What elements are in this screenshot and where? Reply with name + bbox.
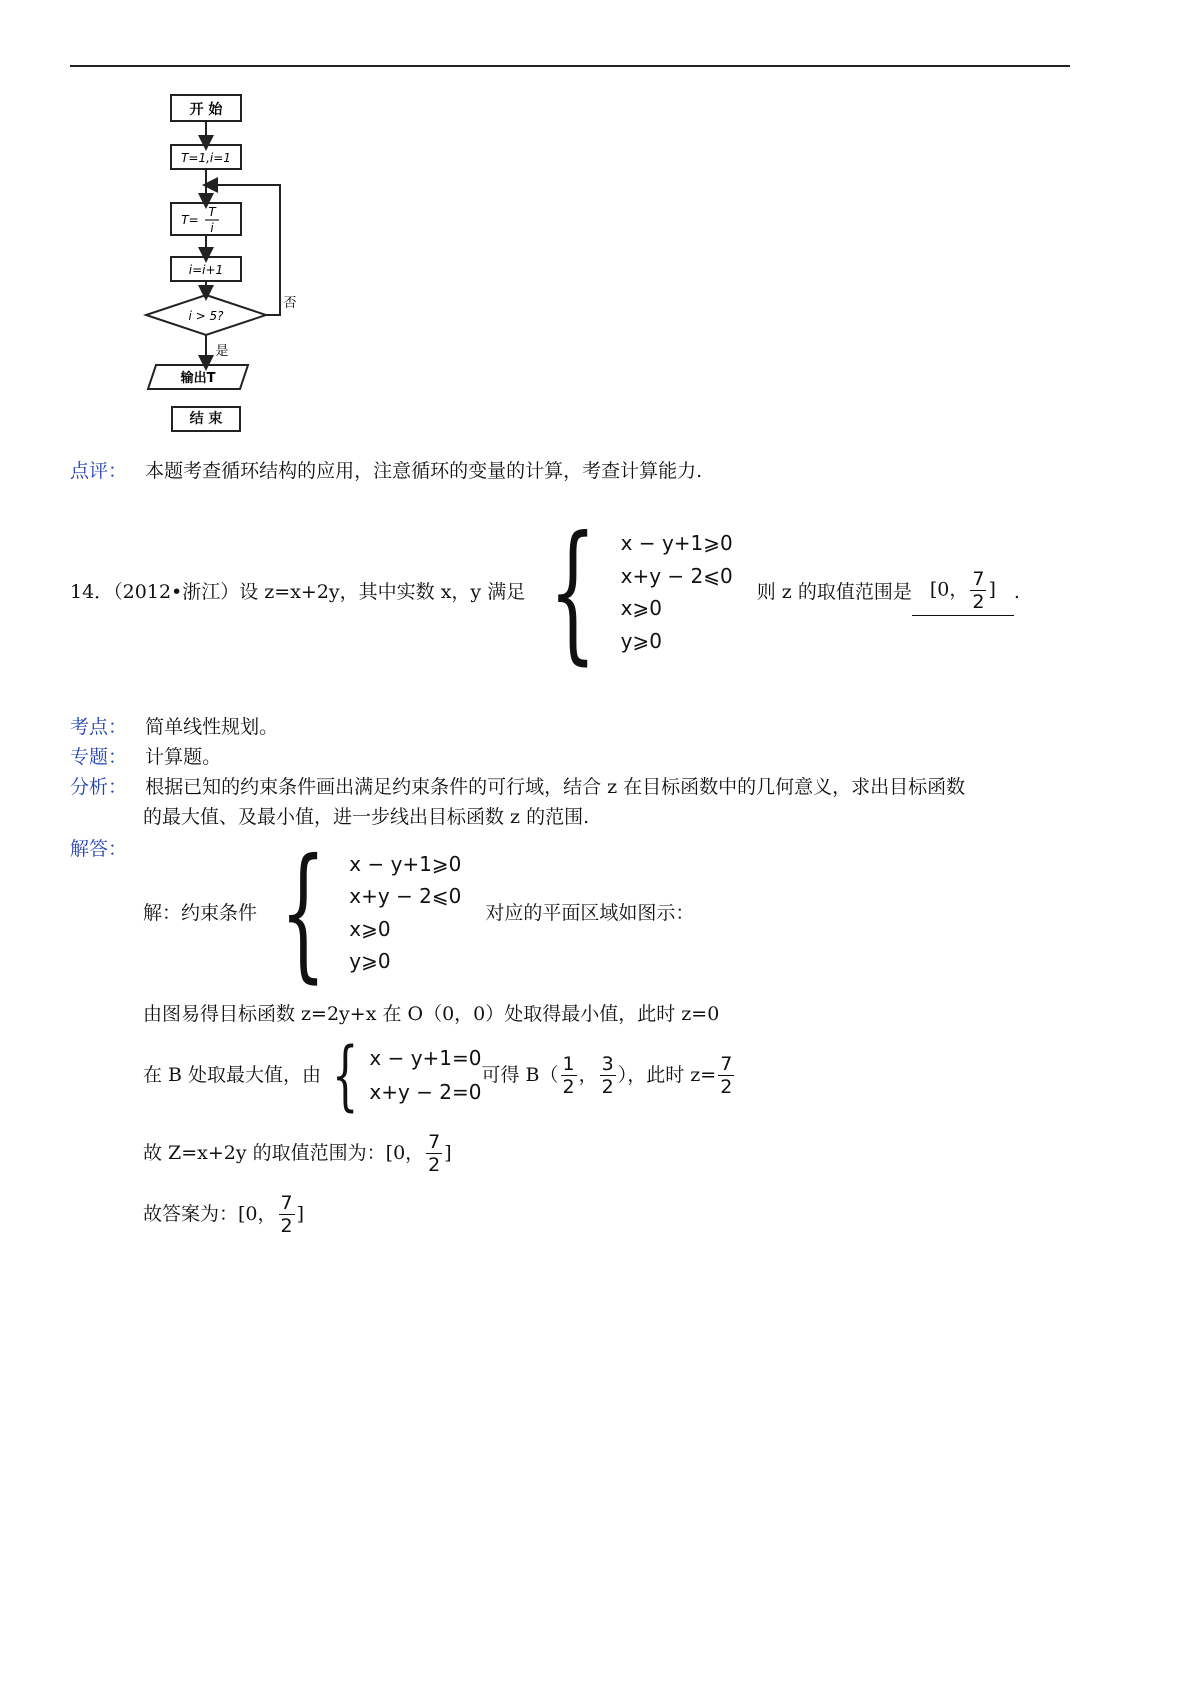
fenxi-line-2: 的最大值、及最小值，进一步线出目标函数 z 的范围. bbox=[143, 806, 590, 828]
jieda-max-mid: 可得 B（ bbox=[481, 1064, 559, 1086]
jieda-cond-2: x+y − 2⩽0 bbox=[349, 884, 462, 909]
flow-output-text: 输出T bbox=[180, 371, 216, 386]
flow-init-text: T=1,i=1 bbox=[181, 151, 231, 165]
q14-cond-3: x⩾0 bbox=[620, 596, 662, 621]
jieda-cond-4: y⩾0 bbox=[349, 948, 391, 973]
flow-start-text: 开 始 bbox=[189, 102, 223, 118]
jieda-final-line bbox=[143, 1186, 304, 1242]
q14-middle: 则 z 的取值范围是 bbox=[756, 581, 912, 603]
jieda-cond-3: x⩾0 bbox=[349, 916, 391, 941]
flow-assign-den: i bbox=[210, 221, 214, 235]
fenxi-label: 分析： bbox=[70, 776, 128, 798]
jieda-intro-after: 对应的平面区域如图示： bbox=[485, 901, 695, 924]
jieda-max-prefix: 在 B 处取最大值，由 bbox=[143, 1064, 322, 1086]
zhuanti-row bbox=[70, 742, 221, 772]
flow-no-label: 否 bbox=[283, 296, 297, 311]
q14-cond-4: y⩾0 bbox=[620, 628, 662, 653]
kaodian-text: 简单线性规划。 bbox=[145, 716, 279, 738]
zhuanti-text: 计算题。 bbox=[145, 746, 222, 768]
jieda-eq-2: x+y − 2=0 bbox=[369, 1080, 482, 1104]
jieda-min-line: 由图易得目标函数 z=2y+x 在 O（0，0）处取得最小值，此时 z=0 bbox=[143, 1003, 720, 1025]
header-rule bbox=[70, 65, 1070, 67]
b-sep: ， bbox=[578, 1064, 598, 1086]
jieda-eq-1: x − y+1=0 bbox=[369, 1046, 482, 1070]
comment-text: 本题考查循环结构的应用，注意循环的变量的计算，考查计算能力. bbox=[145, 460, 703, 482]
b-x-num: 1 bbox=[562, 1052, 575, 1075]
flow-assign-lhs: T= bbox=[181, 213, 199, 227]
b-y-den: 2 bbox=[601, 1075, 614, 1098]
jieda-range-end: ] bbox=[444, 1142, 452, 1164]
flowchart-diagram bbox=[140, 85, 300, 415]
jieda-label: 解答： bbox=[70, 838, 128, 860]
zhuanti-label: 专题： bbox=[70, 746, 128, 768]
q14-system: { x − y+1⩾0 x+y − 2⩽0 x⩾0 y⩾0 bbox=[549, 505, 733, 679]
flow-end-box: 结 束 bbox=[171, 406, 241, 432]
jieda-final-prefix: 故答案为：[0， bbox=[143, 1203, 277, 1225]
final-num: 7 bbox=[280, 1191, 293, 1214]
zmax-num: 7 bbox=[720, 1052, 733, 1075]
jieda-max-end: ），此时 z= bbox=[617, 1064, 717, 1086]
final-den: 2 bbox=[280, 1214, 293, 1237]
q14-prefix: 14．（2012•浙江）设 z=x+2y，其中实数 x，y 满足 bbox=[70, 581, 526, 603]
flow-cond-text: i > 5? bbox=[188, 309, 224, 323]
jieda-range-prefix: 故 Z=x+2y 的取值范围为：[0， bbox=[143, 1142, 425, 1164]
range-den: 2 bbox=[428, 1153, 441, 1176]
jieda-constraints bbox=[143, 828, 695, 997]
q14-cond-2: x+y − 2⩽0 bbox=[620, 563, 733, 588]
jieda-range-line bbox=[143, 1125, 452, 1181]
q14-ans-right: ] bbox=[988, 578, 996, 601]
kaodian-row bbox=[70, 712, 278, 742]
q14-cond-1: x − y+1⩾0 bbox=[620, 531, 733, 555]
flow-assign-num: T bbox=[208, 205, 216, 219]
q14-ans-num: 7 bbox=[972, 568, 985, 590]
b-y-num: 3 bbox=[601, 1052, 614, 1075]
comment-label: 点评： bbox=[70, 460, 128, 482]
q14-ans-den: 2 bbox=[972, 591, 985, 613]
flow-incr-text: i=i+1 bbox=[188, 263, 224, 277]
jieda-intro: 解：约束条件 bbox=[143, 901, 258, 924]
zmax-den: 2 bbox=[720, 1075, 733, 1098]
fenxi-row bbox=[70, 772, 965, 802]
jieda-max-line bbox=[143, 1030, 736, 1119]
jieda-system: { x − y+1⩾0 x+y − 2⩽0 x⩾0 y⩾0 bbox=[280, 828, 462, 997]
flow-yes-label: 是 bbox=[215, 344, 229, 359]
q14-end: . bbox=[1013, 581, 1020, 603]
question-14 bbox=[70, 505, 1020, 679]
range-num: 7 bbox=[428, 1130, 441, 1153]
jieda-final-end: ] bbox=[296, 1203, 305, 1225]
q14-ans-left: [0， bbox=[929, 578, 969, 601]
jieda-eq-system: { x − y+1=0 x+y − 2=0 bbox=[331, 1030, 482, 1119]
fenxi-line-1: 根据已知的约束条件画出满足约束条件的可行域，结合 z 在目标函数中的几何意义，求出目标函数 bbox=[145, 776, 966, 798]
q14-answer bbox=[912, 568, 1014, 616]
jieda-cond-1: x − y+1⩾0 bbox=[349, 852, 462, 876]
kaodian-label: 考点： bbox=[70, 716, 128, 738]
b-x-den: 2 bbox=[562, 1075, 575, 1098]
comment-row bbox=[70, 456, 702, 486]
